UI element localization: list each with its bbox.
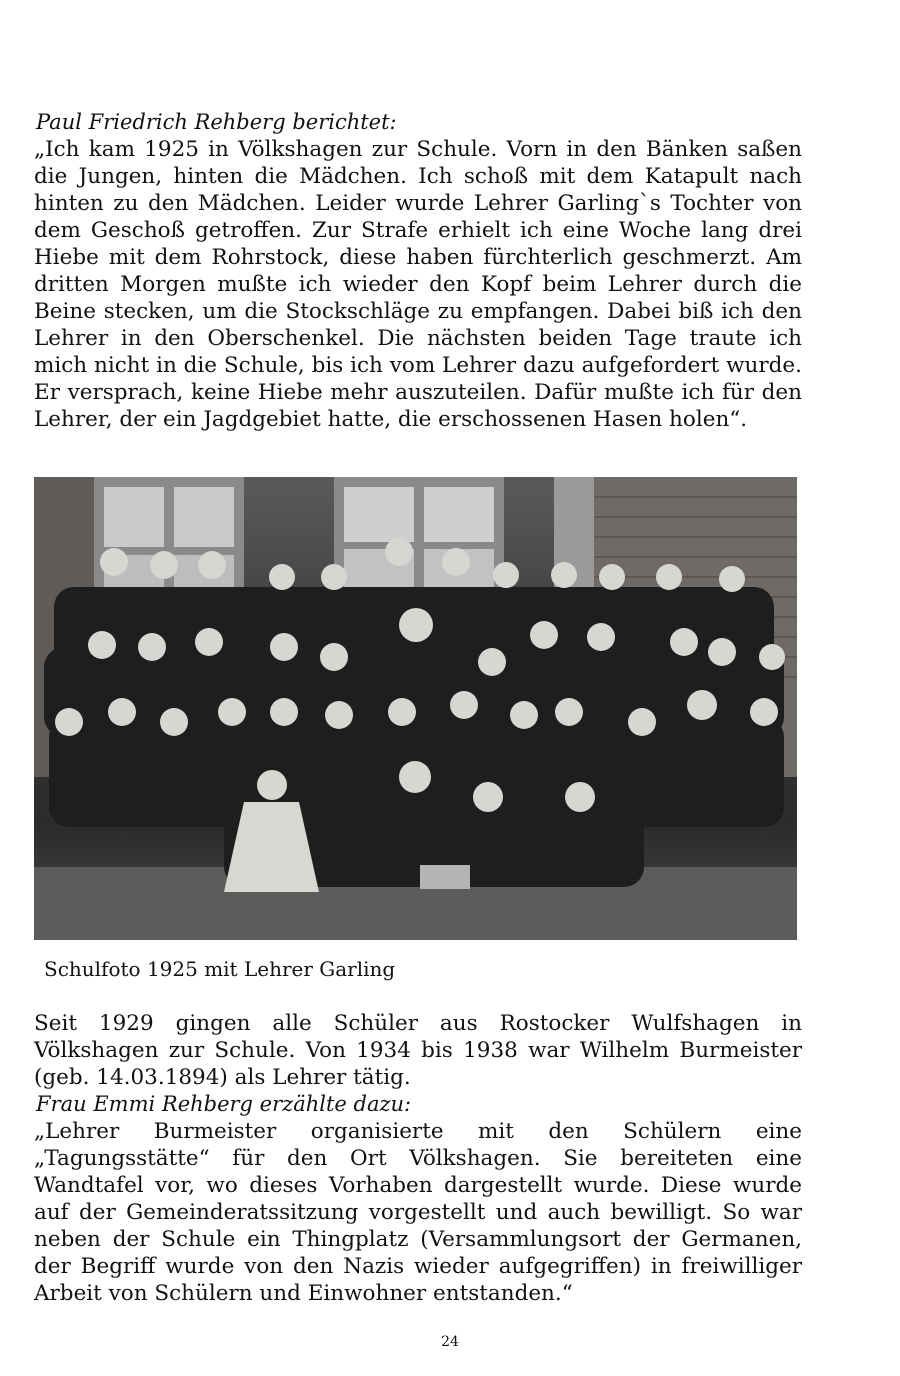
paragraph-burmeister: Seit 1929 gingen alle Schüler aus Rostocker Wulfshagen in Völkshagen zur Schule. Von 1934 bis 1938 war Wilhelm Burmeister (geb. 14.03.1894) als Lehrer tätig. [34,1011,802,1090]
page-number: 24 [441,1334,459,1350]
paragraph-testimony: „Ich kam 1925 in Völkshagen zur Schule. Vorn in den Bänken saßen die Jungen, hinten die Mädchen. Ich schoß mit dem Katapult nach hinten zu den Mädchen. Leider wurde Lehrer Garling`s Tochter von dem Geschoß getroffen. Zur Strafe erhielt ich eine Woche lang drei Hiebe mit dem Rohrstock, diese haben fürchterlich geschmerzt. Am dritten Morgen mußte ich wieder den Kopf beim Lehrer durch die Beine stecken, um die Stockschläge zu empfangen. Dabei biß ich den Lehrer in den Oberschenkel. Die nächsten beiden Tage traute ich mich nicht in die Schule, bis ich vom Lehrer dazu aufgefordert wurde. Er versprach, keine Hiebe mehr auszuteilen. Dafür mußte ich für den Lehrer, der ein Jagdgebiet hatte, die erschossenen Hasen holen“. [34,137,802,432]
paragraph-tagungsstaette: „Lehrer Burmeister organisierte mit den Schülern eine „Tagungsstätte“ für den Ort Völkshagen. Sie bereiteten eine Wandtafel vor, wo dieses Vorhaben dargestellt wurde. Diese wurde auf der Gemeinderatssitzung vorgestellt und auch bewilligt. So war neben der Schule ein Thingplatz (Versammlungsort der Germanen, der Begriff wurde von den Nazis wieder aufgegriffen) in freiwilliger Arbeit von Schülern und Einwohner entstanden.“ [34,1119,802,1306]
section-heading-rehberg: Paul Friedrich Rehberg berichtet: [36,110,397,134]
photo-caption: Schulfoto 1925 mit Lehrer Garling [44,957,396,981]
school-photo [34,477,797,940]
school-photo-illustration [34,477,797,940]
section-heading-emmi-rehberg: Frau Emmi Rehberg erzählte dazu: [36,1092,412,1116]
